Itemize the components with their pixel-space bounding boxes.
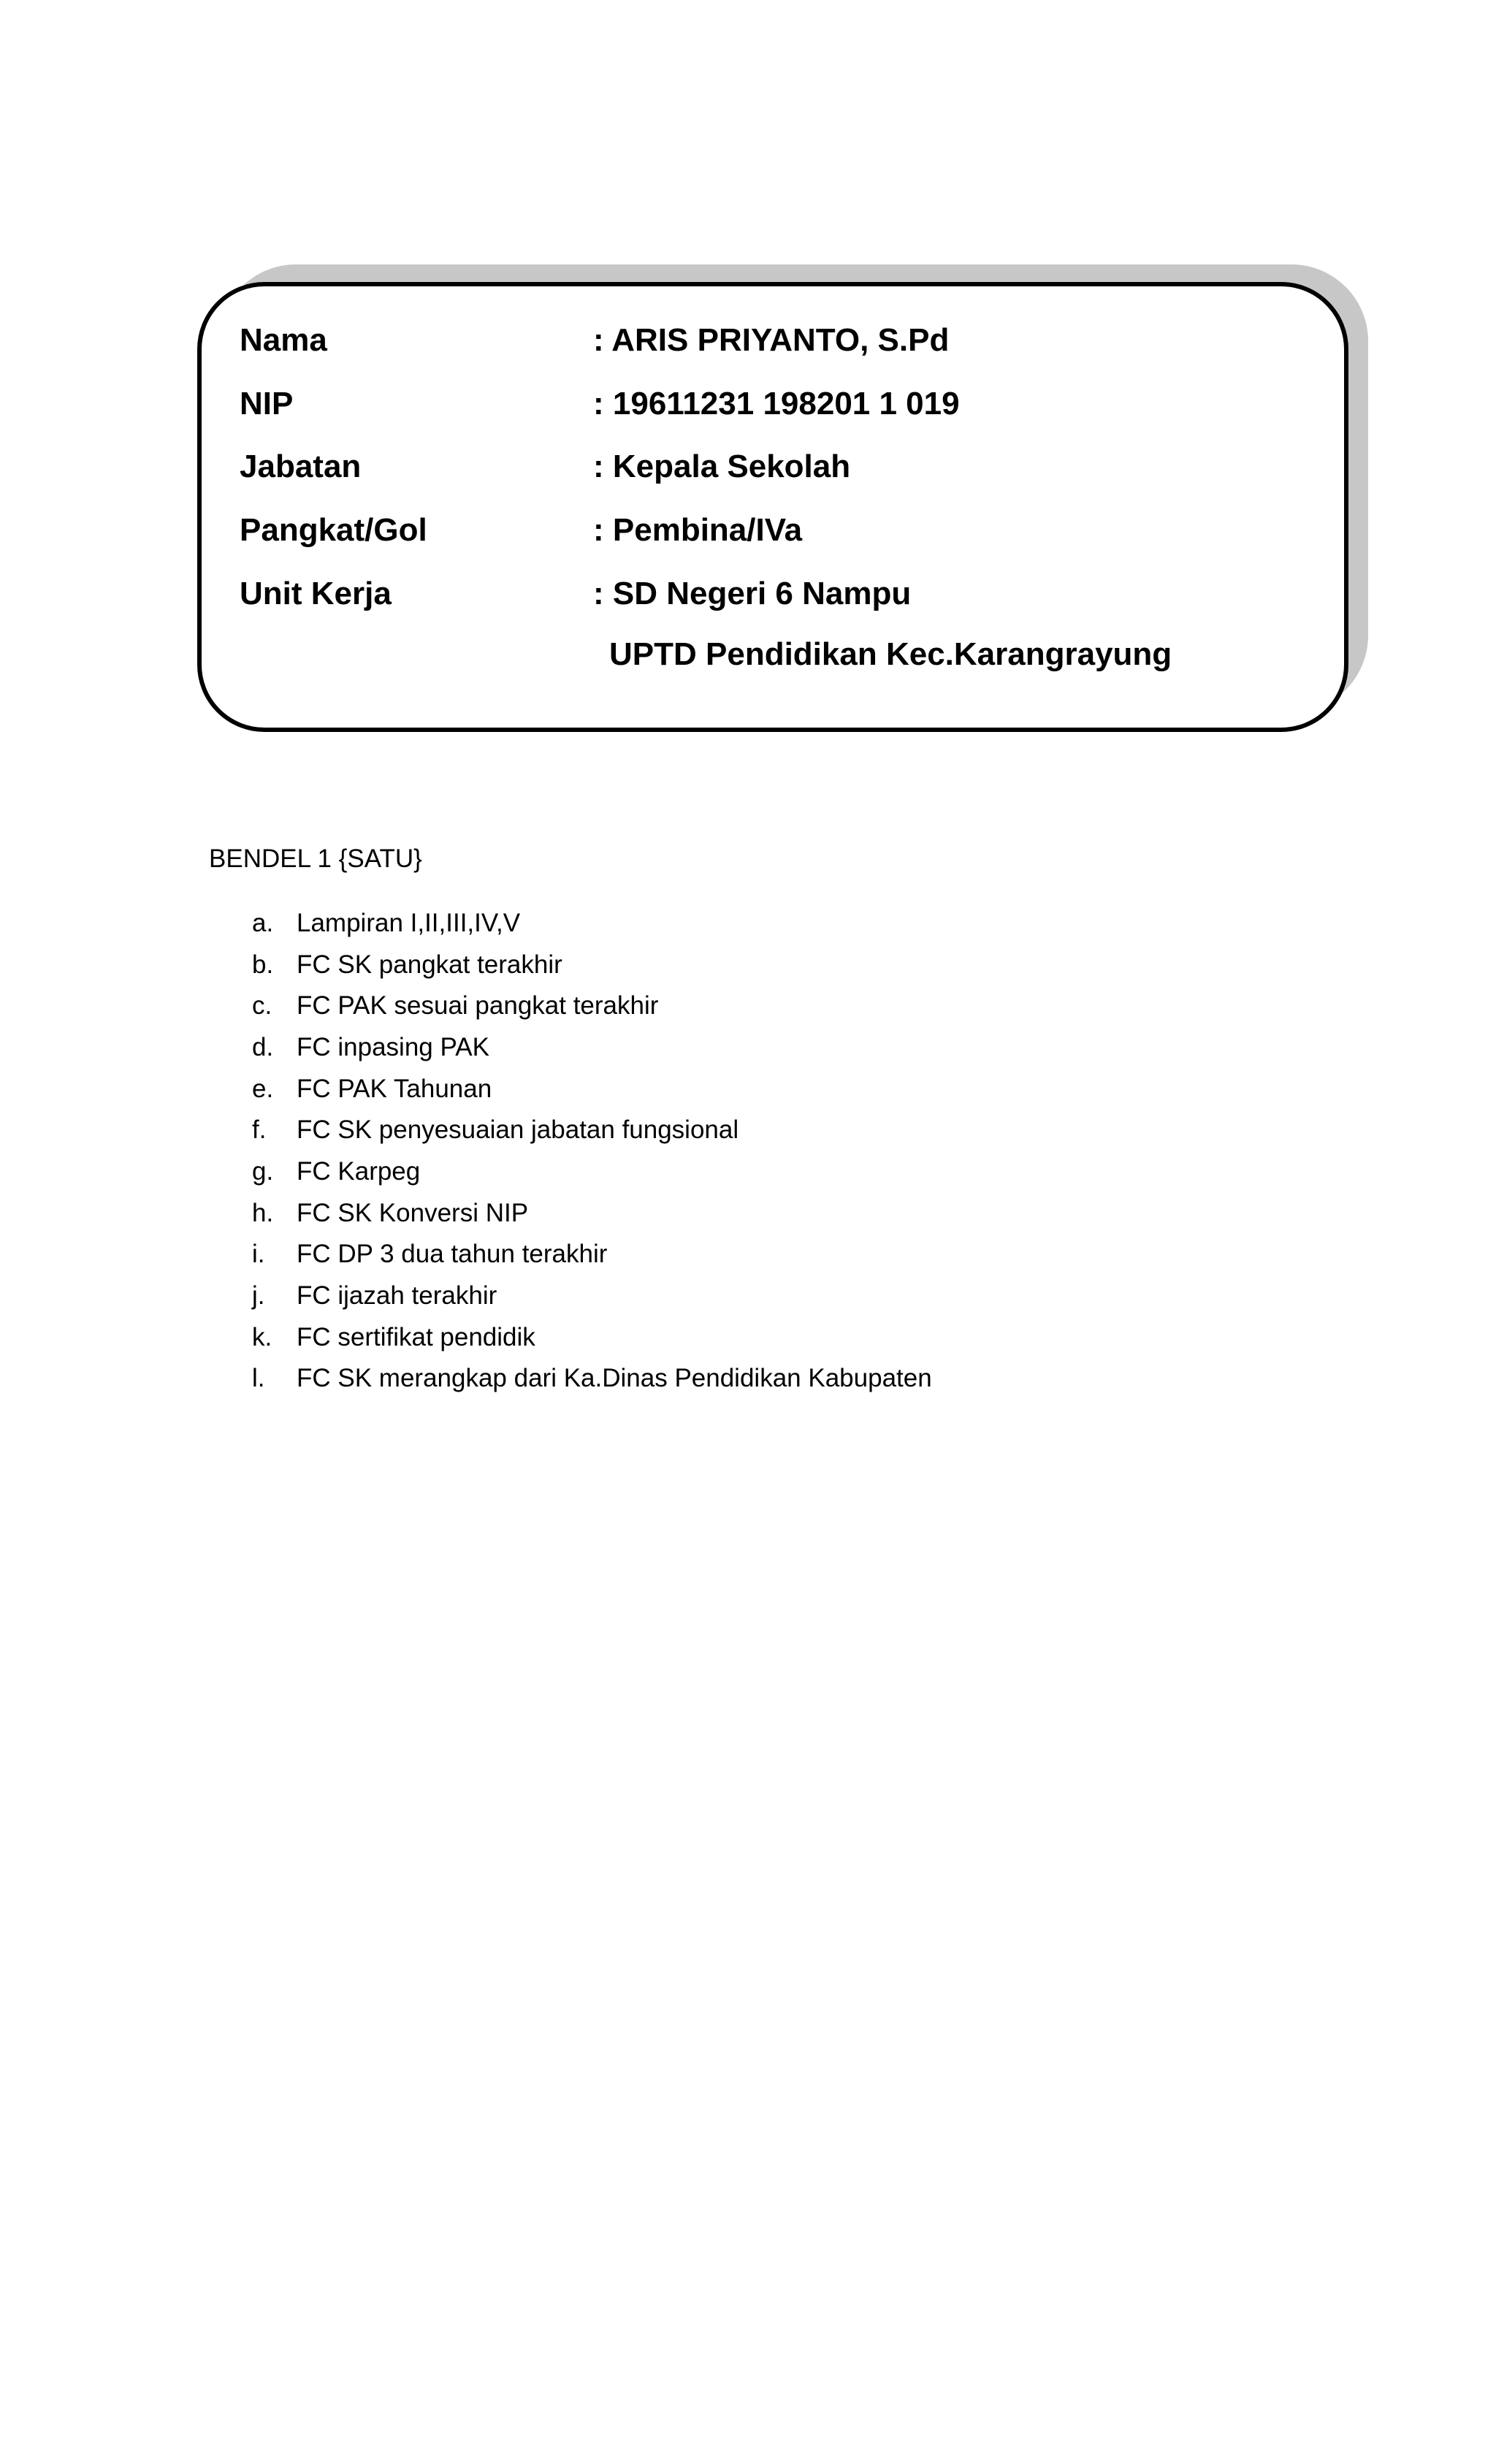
identity-value: : ARIS PRIYANTO, S.Pd [593, 322, 950, 358]
list-item-letter: i. [252, 1240, 265, 1268]
list-item-letter: f. [252, 1115, 267, 1144]
list-item-text: FC SK Konversi NIP [297, 1199, 529, 1227]
list-item-letter: l. [252, 1364, 265, 1392]
list-item-letter: c. [252, 991, 272, 1020]
list-item-text: FC PAK Tahunan [297, 1075, 492, 1103]
list-item-letter: g. [252, 1157, 274, 1186]
identity-value: : SD Negeri 6 Nampu [593, 576, 912, 611]
identity-value: : Kepala Sekolah [593, 449, 851, 484]
identity-label: Unit Kerja [240, 576, 392, 611]
list-item-letter: b. [252, 950, 274, 979]
identity-label: Pangkat/Gol [240, 512, 427, 548]
list-item-text: FC SK merangkap dari Ka.Dinas Pendidikan Kabupaten [297, 1364, 932, 1392]
list-item-letter: d. [252, 1033, 274, 1061]
list-item-letter: h. [252, 1199, 274, 1227]
list-item-letter: a. [252, 909, 274, 937]
list-item-text: FC Karpeg [297, 1157, 421, 1186]
list-item-text: Lampiran I,II,III,IV,V [297, 909, 521, 937]
identity-unit-line-2: UPTD Pendidikan Kec.Karangrayung [609, 636, 1172, 672]
identity-label: NIP [240, 386, 294, 422]
bendel-title: BENDEL 1 {SATU} [209, 844, 422, 873]
list-item-text: FC SK pangkat terakhir [297, 950, 562, 979]
list-item-text: FC PAK sesuai pangkat terakhir [297, 991, 659, 1020]
identity-value: : 19611231 198201 1 019 [593, 386, 960, 422]
list-item-letter: k. [252, 1323, 272, 1351]
identity-value: : Pembina/IVa [593, 512, 803, 548]
identity-label: Jabatan [240, 449, 362, 484]
list-item-text: FC DP 3 dua tahun terakhir [297, 1240, 608, 1268]
identity-label: Nama [240, 322, 327, 358]
list-item-text: FC ijazah terakhir [297, 1281, 497, 1310]
list-item-text: FC inpasing PAK [297, 1033, 489, 1061]
list-item-letter: e. [252, 1075, 274, 1103]
list-item-text: FC sertifikat pendidik [297, 1323, 535, 1351]
list-item-text: FC SK penyesuaian jabatan fungsional [297, 1115, 739, 1144]
list-item-letter: j. [252, 1281, 265, 1310]
